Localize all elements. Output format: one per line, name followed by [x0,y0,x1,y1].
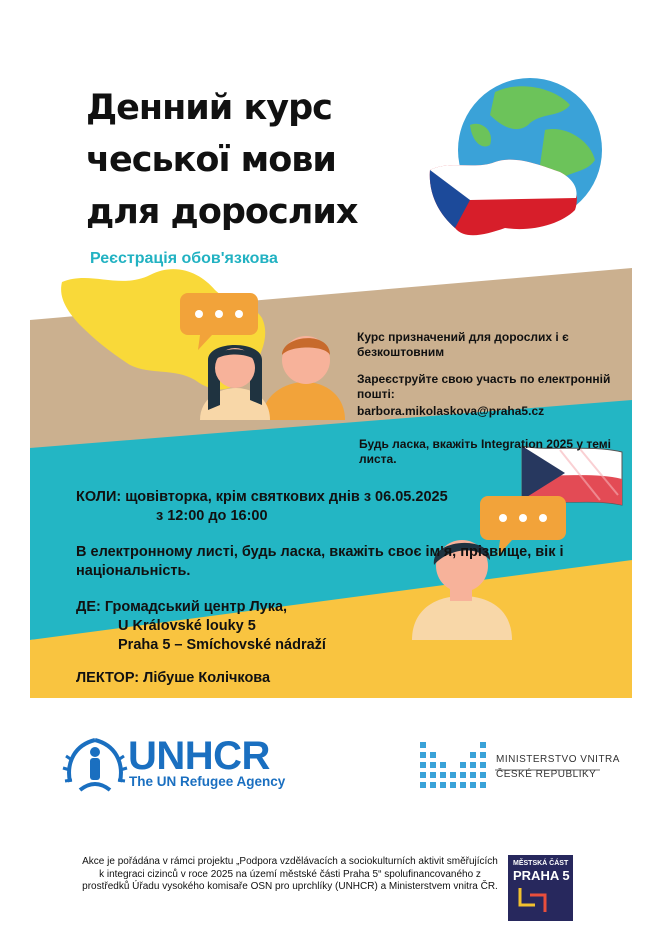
unhcr-logo-tagline: The UN Refugee Agency [129,774,286,789]
lector-section [76,670,270,686]
mv-line-1: MINISTERSTVO VNITRA [496,754,620,765]
course-info [357,330,617,479]
where-section [76,598,326,655]
title-line-3: для дорослих [86,192,358,232]
praha5-logo-small: MĚSTSKÁ ČÁST [513,860,569,867]
where-line-2: U Královské louky 5 [118,618,256,634]
page-title [86,82,416,238]
mv-emblem-icon [420,742,486,788]
course-free-note: Курс призначений для дорослих і є безкоштовним [357,330,569,359]
where-line-3: Praha 5 – Smíchovské nádraží [118,637,326,653]
when-section [76,488,448,526]
czech-flag-map-icon [430,160,577,236]
where-line-1: Громадський центр Лука, [104,599,288,615]
contact-email[interactable]: barbora.mikolaskova@praha5.cz [357,404,545,418]
where-label: ДЕ: [76,599,101,615]
when-time: з 12:00 до 16:00 [156,508,268,524]
unhcr-emblem-icon [63,740,127,790]
register-note: Зареєструйте свою участь по електронній пошті: [357,372,611,401]
subject-note: Будь ласка, вкажіть Integration 2025 у темі листа. [359,437,611,466]
unhcr-logo-name: UNHCR [128,734,270,778]
registration-required: Реєстрація обов'язкова [90,250,278,267]
title-line-2: чеської мови [86,140,336,180]
praha5-logo-big: PRAHA 5 [513,868,570,883]
lector-name: Лібуше Колічкова [143,670,271,686]
mv-line-2: ČESKÉ REPUBLIKY [496,769,597,780]
footer-note: Akce je pořádána v rámci projektu „Podpora vzdělávacích a sociokulturních aktivit směřujících k integraci cizinců v roce 2025 na území městské části Praha 5“ spolufinancovaného z prostředků Úřadu vysokého komisaře OSN pro uprchlíky (UNHCR) a Ministerstvem vnitra ČR. [82,856,498,892]
when-text: щовівторка, крім святкових днів з 06.05.2025 [125,489,448,505]
lector-label: ЛЕКТОР: [76,670,140,686]
when-label: КОЛИ: [76,489,122,505]
title-line-1: Денний курс [86,88,332,128]
email-instructions: В електронному листі, будь ласка, вкажіть своє ім'я, прізвище, вік і національність. [76,544,564,579]
mv-logo-text [496,754,620,781]
